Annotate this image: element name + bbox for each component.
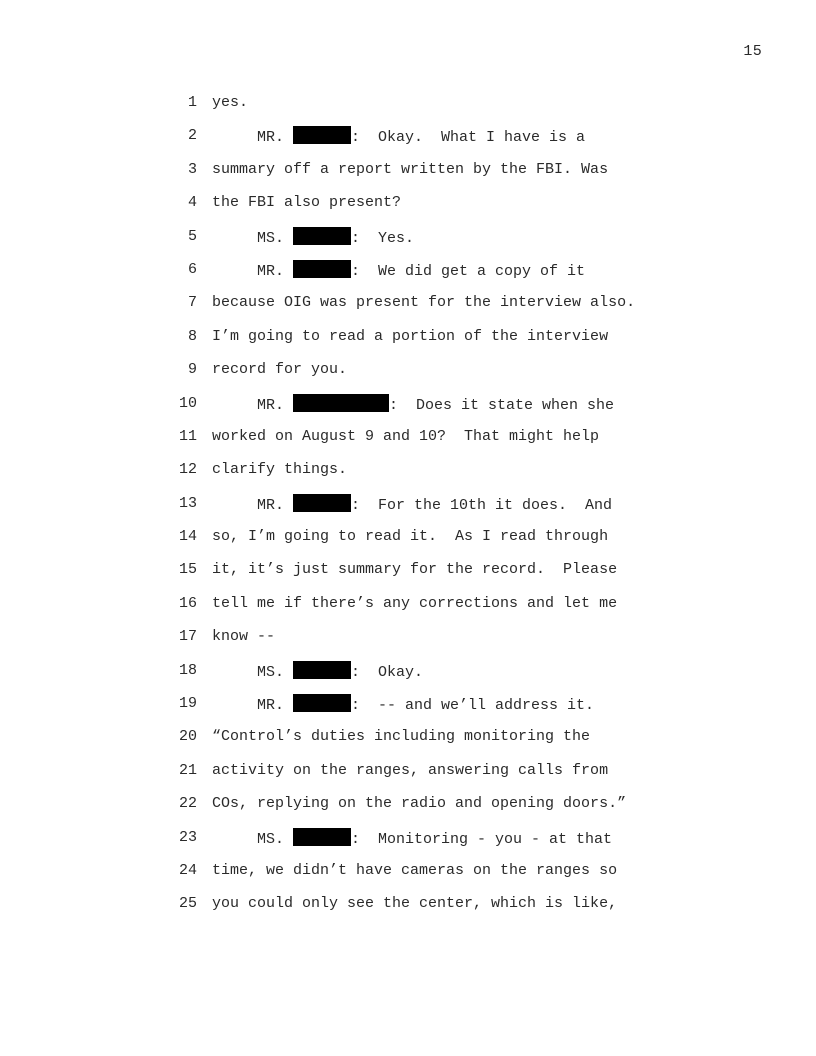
speaker-label: MS. <box>212 830 294 848</box>
utterance-text: know -- <box>212 628 276 646</box>
line-text <box>212 360 347 380</box>
line-text <box>212 894 617 914</box>
line-text <box>212 293 635 313</box>
utterance-text: summary off a report written by the FBI. Was <box>212 160 609 178</box>
line-number: 10 <box>178 394 197 412</box>
utterance-text: “Control’s duties including monitoring the <box>212 728 591 746</box>
redaction-box <box>293 828 351 846</box>
line-number: 3 <box>187 160 197 178</box>
utterance-text: : Does it state when she <box>389 396 615 414</box>
utterance-text: : For the 10th it does. And <box>351 496 613 514</box>
line-number: 2 <box>187 127 197 145</box>
speaker-label: MR. <box>212 129 294 147</box>
transcript-line <box>0 260 816 293</box>
redaction-box <box>293 661 351 679</box>
line-text <box>212 828 612 850</box>
line-number: 25 <box>178 895 197 913</box>
utterance-text: : Yes. <box>351 229 415 247</box>
line-text <box>212 227 414 249</box>
utterance-text: the FBI also present? <box>212 194 402 212</box>
redaction-box <box>293 227 351 245</box>
line-text <box>212 494 612 516</box>
speaker-label: MS. <box>212 663 294 681</box>
line-text <box>212 460 347 480</box>
line-text <box>212 627 275 647</box>
transcript-line <box>0 394 816 427</box>
utterance-text: so, I’m going to read it. As I read through <box>212 528 609 546</box>
transcript-line <box>0 227 816 260</box>
transcript-line <box>0 427 816 460</box>
transcript-line <box>0 794 816 827</box>
line-number: 22 <box>178 795 197 813</box>
utterance-text: tell me if there’s any corrections and let me <box>212 594 618 612</box>
line-number: 9 <box>187 361 197 379</box>
speaker-label: MR. <box>212 496 294 514</box>
line-text <box>212 394 614 416</box>
transcript-line <box>0 293 816 326</box>
transcript-line <box>0 460 816 493</box>
line-text <box>212 93 248 113</box>
line-text <box>212 527 608 547</box>
transcript-line <box>0 193 816 226</box>
utterance-text: yes. <box>212 94 249 111</box>
utterance-text: : Monitoring - you - at that <box>351 830 613 848</box>
transcript-line <box>0 93 816 126</box>
transcript-line <box>0 560 816 593</box>
transcript-line <box>0 494 816 527</box>
line-number: 21 <box>178 761 197 779</box>
line-number: 1 <box>187 94 197 111</box>
utterance-text: you could only see the center, which is like, <box>212 895 618 913</box>
line-text <box>212 560 617 580</box>
transcript-line <box>0 527 816 560</box>
transcript-body <box>0 93 816 928</box>
transcript-line <box>0 627 816 660</box>
transcript-line <box>0 828 816 861</box>
line-text <box>212 160 608 180</box>
utterance-text: I’m going to read a portion of the interview <box>212 327 609 345</box>
line-number: 14 <box>178 528 197 546</box>
utterance-text: clarify things. <box>212 461 348 479</box>
transcript-line <box>0 360 816 393</box>
utterance-text: activity on the ranges, answering calls from <box>212 761 609 779</box>
line-text <box>212 694 594 716</box>
line-text <box>212 427 599 447</box>
utterance-text: worked on August 9 and 10? That might help <box>212 427 600 445</box>
line-number: 17 <box>178 628 197 646</box>
line-number: 11 <box>178 427 197 445</box>
line-text <box>212 260 585 282</box>
line-number: 18 <box>178 661 197 679</box>
redaction-box <box>293 694 351 712</box>
line-number: 19 <box>178 695 197 713</box>
utterance-text: : Okay. <box>351 663 424 681</box>
utterance-text: : -- and we’ll address it. <box>351 697 595 715</box>
transcript-line <box>0 327 816 360</box>
speaker-label: MR. <box>212 262 294 280</box>
transcript-line <box>0 861 816 894</box>
transcript-line <box>0 727 816 760</box>
redaction-box <box>293 494 351 512</box>
transcript-line <box>0 160 816 193</box>
redaction-box <box>293 126 351 144</box>
redaction-box <box>293 394 389 412</box>
line-number: 15 <box>178 561 197 579</box>
line-text <box>212 861 617 881</box>
line-number: 12 <box>178 461 197 479</box>
line-text <box>212 126 585 148</box>
line-text <box>212 327 608 347</box>
line-number: 7 <box>187 294 197 312</box>
utterance-text: it, it’s just summary for the record. Please <box>212 561 618 579</box>
transcript-line <box>0 126 816 159</box>
speaker-label: MR. <box>212 697 294 715</box>
line-text <box>212 761 608 781</box>
line-text <box>212 794 626 814</box>
line-number: 23 <box>178 828 197 846</box>
transcript-line <box>0 761 816 794</box>
line-number: 8 <box>187 327 197 345</box>
line-text <box>212 193 401 213</box>
line-number: 13 <box>178 494 197 512</box>
utterance-text: time, we didn’t have cameras on the ranges so <box>212 861 618 879</box>
transcript-line <box>0 594 816 627</box>
speaker-label: MS. <box>212 229 294 247</box>
line-number: 6 <box>187 260 197 278</box>
transcript-line <box>0 894 816 927</box>
utterance-text: : We did get a copy of it <box>351 262 586 280</box>
utterance-text: COs, replying on the radio and opening doors.” <box>212 795 627 813</box>
transcript-line <box>0 661 816 694</box>
line-number: 16 <box>178 594 197 612</box>
transcript-line <box>0 694 816 727</box>
line-number: 20 <box>178 728 197 746</box>
line-text <box>212 594 617 614</box>
speaker-label: MR. <box>212 396 294 414</box>
utterance-text: record for you. <box>212 361 348 379</box>
page-number: 15 <box>743 43 762 60</box>
line-number: 5 <box>187 227 197 245</box>
line-number: 24 <box>178 861 197 879</box>
line-number: 4 <box>187 194 197 212</box>
line-text <box>212 727 590 747</box>
redaction-box <box>293 260 351 278</box>
line-text <box>212 661 423 683</box>
utterance-text: because OIG was present for the interview also. <box>212 294 636 312</box>
utterance-text: : Okay. What I have is a <box>351 129 586 147</box>
